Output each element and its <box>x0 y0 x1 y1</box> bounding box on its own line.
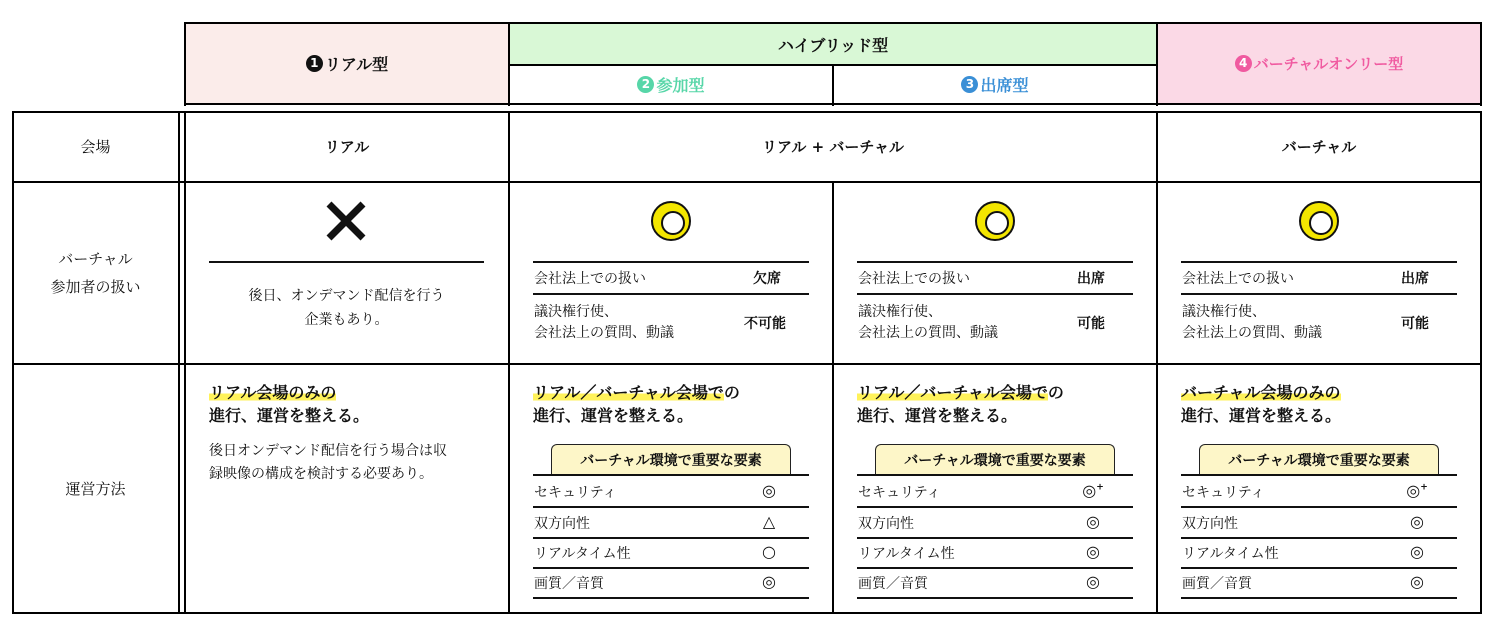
num-badge-4: 4 <box>1235 55 1252 72</box>
rating-symbol: ○ <box>762 542 776 561</box>
venue-virtual: バーチャル <box>1281 138 1357 156</box>
element-label: セキュリティ <box>858 485 941 501</box>
law-value: 出席 <box>1077 271 1105 287</box>
law-label: 会社法上での扱い <box>858 271 970 287</box>
rights-label: 議決権行使、 会社法上の質問、動議 <box>1182 304 1322 341</box>
attend-ops-title: リアル／バーチャル会場での 進行、運営を整える。 <box>857 383 1064 425</box>
header-participate-type: 2 参加型 <box>509 65 833 104</box>
real-ops-note: 後日オンデマンド配信を行う場合は収 録映像の構成を検討する必要あり。 <box>209 443 447 482</box>
element-label: 画質／音質 <box>1182 576 1252 592</box>
rating-symbol: ◎ <box>762 572 776 591</box>
elements-tag: バーチャル環境で重要な要素 <box>875 444 1115 474</box>
element-label: セキュリティ <box>1182 485 1265 501</box>
element-label: リアルタイム性 <box>534 546 631 562</box>
element-label: 双方向性 <box>534 516 590 532</box>
element-label: 画質／音質 <box>534 576 604 592</box>
rating-symbol: ◎ <box>1086 512 1100 531</box>
row-label-operation: 運営方法 <box>65 479 126 498</box>
real-ondemand-note: 後日、オンデマンド配信を行う 企業もあり。 <box>248 288 445 328</box>
element-label: 双方向性 <box>1182 516 1238 532</box>
available-mark <box>1299 201 1339 241</box>
rating-symbol: ◎+ <box>1406 481 1428 500</box>
elements-tag: バーチャル環境で重要な要素 <box>1199 444 1439 474</box>
participate-ops-title: リアル／バーチャル会場での 進行、運営を整える。 <box>533 383 740 425</box>
row-label-venue: 会場 <box>80 138 111 156</box>
law-label: 会社法上での扱い <box>534 271 646 287</box>
rating-symbol: ◎ <box>1410 512 1424 531</box>
rating-symbol: ◎ <box>1086 572 1100 591</box>
header-real-type: 1 リアル型 <box>185 23 509 104</box>
num-badge-3: 3 <box>961 76 978 93</box>
rights-value: 可能 <box>1401 316 1429 332</box>
virtual-ops-title: バーチャル会場のみの 進行、運営を整える。 <box>1181 383 1342 425</box>
rating-symbol: ◎ <box>1086 542 1100 561</box>
header-virtual-only-type: 4 バーチャルオンリー型 <box>1157 23 1481 104</box>
rating-symbol: ◎ <box>1410 572 1424 591</box>
num-badge-2: 2 <box>637 76 654 93</box>
elements-tag: バーチャル環境で重要な要素 <box>551 444 791 474</box>
rights-label: 議決権行使、 会社法上の質問、動議 <box>534 304 674 341</box>
rights-label: 議決権行使、 会社法上の質問、動議 <box>858 304 998 341</box>
num-badge-1: 1 <box>306 55 323 72</box>
element-label: 双方向性 <box>858 516 914 532</box>
available-mark <box>975 201 1015 241</box>
rights-value: 不可能 <box>744 316 786 332</box>
element-label: リアルタイム性 <box>858 546 955 562</box>
rating-symbol: △ <box>762 512 776 531</box>
element-label: セキュリティ <box>534 485 617 501</box>
rating-symbol: ◎+ <box>1082 481 1104 500</box>
real-ops-title: リアル会場のみの 進行、運営を整える。 <box>209 383 370 425</box>
rating-symbol: ◎ <box>762 481 776 500</box>
law-value: 欠席 <box>753 271 781 287</box>
available-mark <box>651 201 691 241</box>
law-label: 会社法上での扱い <box>1182 271 1294 287</box>
venue-real: リアル <box>324 138 370 156</box>
element-label: 画質／音質 <box>858 576 928 592</box>
header-attend-type: 3 出席型 <box>833 65 1157 104</box>
header-hybrid: ハイブリッド型 <box>777 35 889 55</box>
element-label: リアルタイム性 <box>1182 546 1279 562</box>
rating-symbol: ◎ <box>1410 542 1424 561</box>
law-value: 出席 <box>1401 271 1429 287</box>
row-label-virtual-participants: バーチャル 参加者の扱い <box>50 249 141 296</box>
rights-value: 可能 <box>1077 316 1105 332</box>
not-available-mark <box>323 198 369 244</box>
venue-hybrid: リアル + バーチャル <box>762 138 904 156</box>
